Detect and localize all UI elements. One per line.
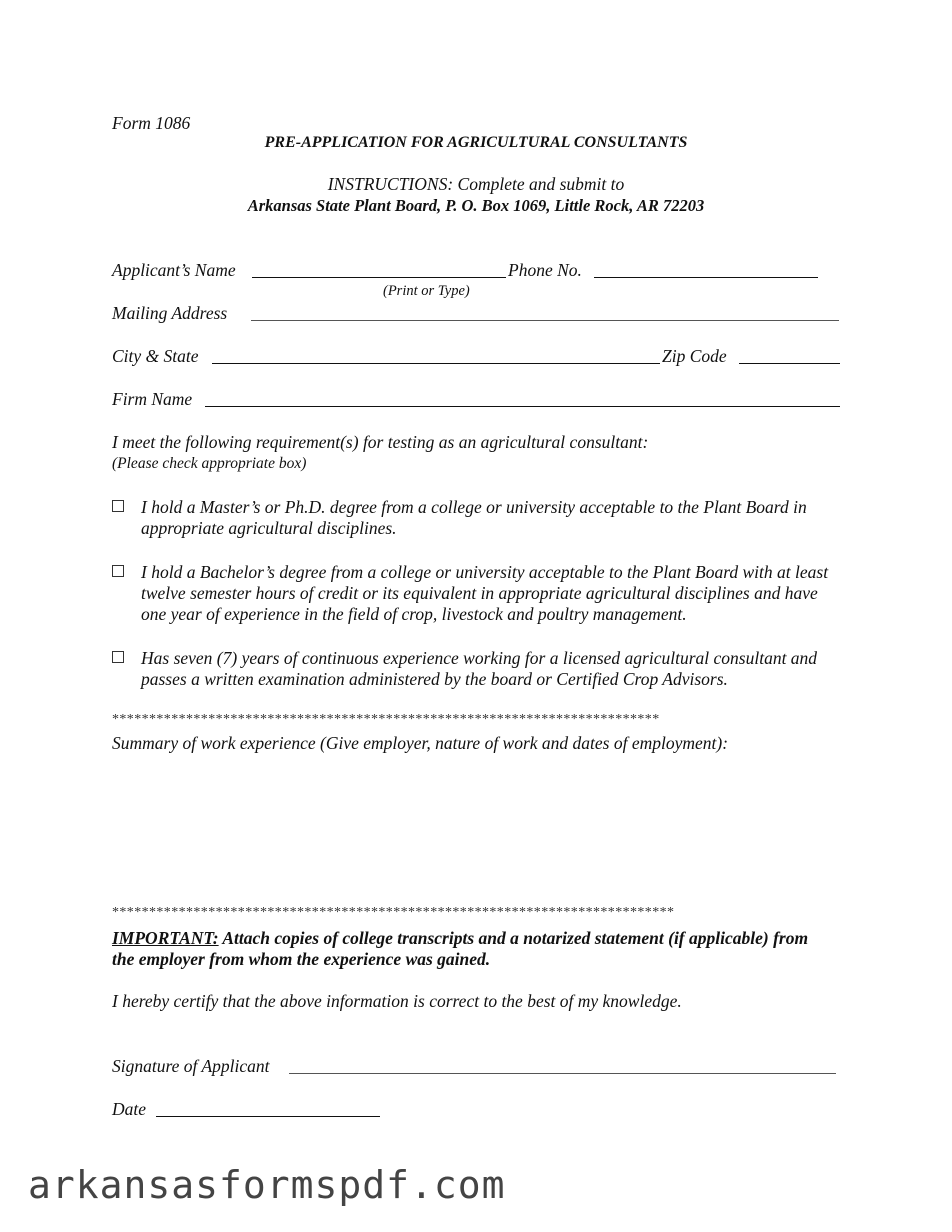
firm-name-label: Firm Name (112, 389, 193, 409)
work-summary-label: Summary of work experience (Give employer, nature of work and dates of employment): (112, 733, 729, 753)
mailing-address-label: Mailing Address (112, 303, 228, 323)
requirement-option-text: I hold a Master’s or Ph.D. degree from a college or university acceptable to the Plant Board in appropriate agricultural disciplines. (141, 497, 807, 538)
print-or-type-note: (Print or Type) (383, 283, 470, 299)
form-title: PRE-APPLICATION FOR AGRICULTURAL CONSULTANTS (264, 134, 688, 151)
signature-field[interactable] (289, 1073, 836, 1074)
signature-label: Signature of Applicant (112, 1056, 270, 1076)
work-summary-area[interactable] (112, 758, 840, 898)
firm-name-field[interactable] (205, 406, 840, 407)
applicant-name-field[interactable] (252, 277, 506, 278)
requirements-intro: I meet the following requirement(s) for testing as an agricultural consultant: (112, 432, 649, 452)
requirement-option-experience (112, 648, 842, 690)
watermark: arkansasformspdf.com (28, 1163, 506, 1207)
requirement-option-text: Has seven (7) years of continuous experience working for a licensed agricultural consultant and passes a written examination administered by the board or Certified Crop Advisors. (141, 648, 818, 689)
check-box-note: (Please check appropriate box) (112, 455, 307, 472)
date-label: Date (112, 1099, 147, 1119)
certification-statement: I hereby certify that the above information is correct to the best of my knowledge. (112, 991, 682, 1011)
checkbox-icon[interactable] (112, 651, 124, 663)
form-number: Form 1086 (112, 113, 191, 133)
mailing-address-field[interactable] (251, 320, 839, 321)
important-text: Attach copies of college transcripts and a notarized statement (if applicable) from the employer from whom the experience was gained. (112, 928, 809, 969)
city-state-field[interactable] (212, 363, 660, 364)
important-lead: IMPORTANT: (112, 928, 219, 948)
phone-label: Phone No. (508, 260, 582, 280)
important-notice (112, 928, 832, 970)
city-state-label: City & State (112, 346, 199, 366)
applicant-name-label: Applicant’s Name (112, 260, 236, 280)
requirement-option-masters (112, 497, 842, 539)
zip-code-field[interactable] (739, 363, 840, 364)
board-address: Arkansas State Plant Board, P. O. Box 1069, Little Rock, AR 72203 (247, 196, 705, 215)
separator-stars: **************************************************************************** (112, 905, 675, 920)
requirement-option-bachelors (112, 562, 842, 625)
date-field[interactable] (156, 1116, 380, 1117)
zip-code-label: Zip Code (662, 346, 727, 366)
checkbox-icon[interactable] (112, 565, 124, 577)
separator-stars: ************************************************************************** (112, 712, 660, 727)
requirement-option-text: I hold a Bachelor’s degree from a college or university acceptable to the Plant Board with at least twelve semester hours of credit or its equivalent in appropriate agricultural disciplines and have one year of experience in the field of crop, livestock and poultry management. (141, 562, 829, 624)
checkbox-icon[interactable] (112, 500, 124, 512)
instructions-text: INSTRUCTIONS: Complete and submit to (327, 174, 625, 194)
phone-field[interactable] (594, 277, 818, 278)
